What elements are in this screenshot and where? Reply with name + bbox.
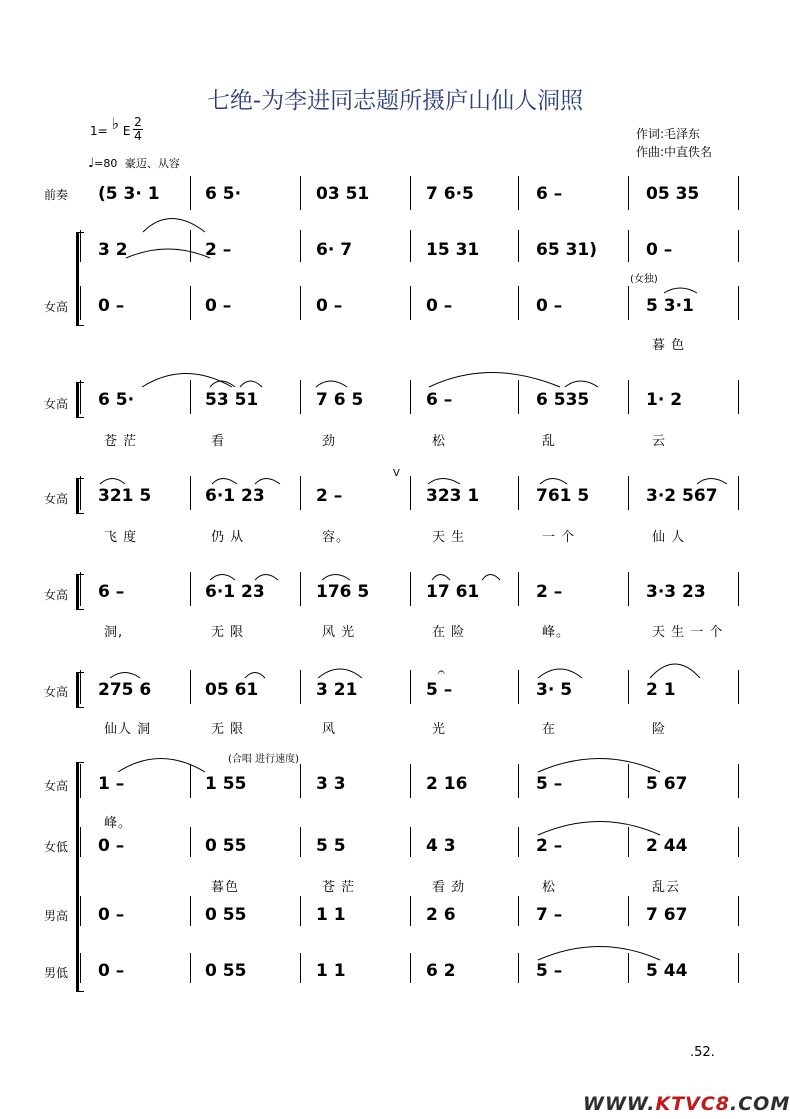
measure: 5 – [536,961,563,981]
tie [245,673,265,679]
tie [126,249,210,258]
label-sop-1: 女高 [43,300,68,314]
watermark-post: .COM [730,1093,790,1115]
bar-line [300,476,301,510]
lyric: 天 生 [432,530,466,545]
measure: 5 3·1 [646,296,694,316]
measure: 0 – [98,905,125,925]
lyric: 苍 茫 [322,880,356,895]
bar-line [628,953,629,983]
measure: 7 6·5 [426,184,474,204]
measure: 0 – [98,961,125,981]
time-top: 2 [134,115,142,129]
label-tenor: 男高 [43,909,68,923]
bar-line [738,230,739,262]
measure: 321 5 [98,486,152,506]
measure: 275 6 [98,680,152,700]
bar-line [410,476,411,510]
label-alto: 女低 [43,840,68,854]
bar-line [518,764,519,798]
measure: 3 2 [98,240,128,260]
key-signature [90,114,131,139]
tempo-expression: 豪迈、从容 [124,157,180,170]
solo-annotation: (女独) [630,274,658,285]
measure: 17 61 [426,582,480,602]
bar-line [80,572,81,606]
bar-line [190,827,191,857]
bar-line [300,764,301,798]
bar-line [300,380,301,414]
bar-line [300,670,301,704]
lyric: 在 险 [432,625,466,640]
bar-line [300,827,301,857]
measure: 0 – [426,296,453,316]
measure: (5 3· 1 [98,184,160,204]
tie [428,479,460,485]
measure: 03 51 [316,184,370,204]
tie [142,374,232,388]
bar-line [410,953,411,983]
bar-line [628,764,629,798]
measure: 1 1 [316,961,346,981]
bar-line [80,764,81,798]
measure: 4 3 [426,836,456,856]
tie [538,947,660,961]
bar-line [300,572,301,606]
measure: 0 – [98,296,125,316]
lyric: 暮 色 [652,338,686,353]
lyric: 劲 [322,434,337,449]
measure: 7 6 5 [316,390,364,410]
page-number: .52. [690,1045,715,1060]
measure: 6 2 [426,961,456,981]
tie [540,479,567,485]
bar-line [518,286,519,320]
fermata-icon: 𝄐 [438,665,445,679]
bar-line [628,380,629,414]
tie [316,381,347,387]
bar-line [410,896,411,926]
watermark-brand: KTVC8 [655,1093,731,1115]
bar-line [190,380,191,414]
measure: 6 535 [536,390,590,410]
bar-line [518,953,519,983]
measure: 5 44 [646,961,688,981]
lyric: 一 个 [542,530,576,545]
lyric: 风 [322,722,337,737]
time-bottom: 4 [134,129,142,143]
bar-line [410,764,411,798]
bar-line [190,670,191,704]
tie [143,219,205,233]
bar-line [80,827,81,857]
lyric: 仍 从 [211,530,245,545]
measure: 2 16 [426,774,468,794]
measure: 65 31) [536,240,598,260]
measure: 0 – [205,296,232,316]
measure: 761 5 [536,486,590,506]
bar-line [300,286,301,320]
lyric: 仙人 洞 [104,722,152,737]
bar-line [628,896,629,926]
measure: 2 1 [646,680,676,700]
measure: 6 – [426,390,453,410]
measure: 15 31 [426,240,480,260]
watermark-pre: WWW. [583,1093,656,1115]
time-signature [133,116,143,143]
bar-line [628,286,629,320]
measure: 5 – [426,680,453,700]
measure: 6·1 23 [205,486,265,506]
bar-line [190,176,191,210]
lyric: 容。 [322,530,351,545]
bar-line [518,896,519,926]
measure: 7 – [536,905,563,925]
lyric: 苍 茫 [104,434,138,449]
bar-line [410,380,411,414]
bar-line [190,230,191,262]
bar-line [300,176,301,210]
bar-line [738,764,739,798]
key-prefix: 1= [90,124,108,138]
bar-line [80,896,81,926]
measure: 3 3 [316,774,346,794]
measure: 2 – [536,836,563,856]
measure: 323 1 [426,486,480,506]
tie [432,575,450,581]
tie [697,479,727,485]
bar-line [628,176,629,210]
tie [255,479,280,485]
tie [538,759,660,773]
measure: 1· 2 [646,390,683,410]
lyric: 飞 度 [104,530,138,545]
measure: 6·1 23 [205,582,265,602]
bar-line [190,572,191,606]
bar-line [410,572,411,606]
lyric: 峰。 [104,816,133,831]
lyric: 天 生 一 个 [652,625,724,640]
measure: 3·2 567 [646,486,718,506]
measure: 6· 7 [316,240,353,260]
bar-line [628,476,629,510]
lyric: 松 [542,880,557,895]
tie [482,575,500,581]
bar-line [628,670,629,704]
bar-line [518,176,519,210]
bar-line [80,953,81,983]
lyric: 光 [432,722,447,737]
bar-line [628,572,629,606]
lyric: 洞, [104,625,124,640]
page-title: 七绝-为李进同志题所摄庐山仙人洞照 [206,88,584,114]
label-bass: 男低 [43,966,68,980]
bar-line [80,230,81,262]
measure: 53 51 [205,390,259,410]
bar-line [410,176,411,210]
bar-line [190,953,191,983]
lyric: 在 [542,722,557,737]
bar-line [518,572,519,606]
lyric: 暮色 [211,880,240,895]
tie [318,669,362,678]
tie [664,288,697,293]
bar-line [80,670,81,704]
measure: 5 67 [646,774,688,794]
bar-line [738,896,739,926]
bar-line [518,476,519,510]
tempo-mark [88,155,180,171]
tie [255,575,278,581]
measure: 6 5· [98,390,135,410]
lyric: 无 限 [211,722,245,737]
measure: 6 – [536,184,563,204]
measure: 0 – [536,296,563,316]
bar-line [190,896,191,926]
tie [322,575,350,581]
measure: 1 1 [316,905,346,925]
lyric: 峰。 [542,625,571,640]
bar-line [518,230,519,262]
bar-line [190,764,191,798]
bar-line [410,670,411,704]
bar-line [410,230,411,262]
bar-line [738,670,739,704]
bar-line [80,476,81,510]
bar-line [190,476,191,510]
bar-line [518,670,519,704]
measure: 6 5· [205,184,242,204]
watermark [583,1093,790,1115]
measure: 176 5 [316,582,370,602]
chorus-annotation: (合唱 进行速度) [228,754,299,765]
quarter-note-icon: ♩ [88,156,95,171]
bar-line [518,827,519,857]
lyric: 乱 [542,434,557,449]
measure: 2 6 [426,905,456,925]
bar-line [410,286,411,320]
bar-line [738,827,739,857]
label-sop-5: 女高 [43,685,68,699]
lyric: 乱云 [652,880,681,895]
measure: 0 55 [205,836,247,856]
bar-line [738,953,739,983]
tie [240,381,262,387]
lyric: 云 [652,434,667,449]
tie [429,373,560,388]
flat-symbol: ♭ [111,114,120,133]
label-sop-4: 女高 [43,588,68,602]
bar-line [628,827,629,857]
label-sop-2: 女高 [43,397,68,411]
bar-line [738,476,739,510]
measure: 2 – [316,486,343,506]
breath-mark: V [393,468,400,479]
bar-line [738,380,739,414]
measure: 5 – [536,774,563,794]
tie [210,575,235,581]
measure: 0 – [98,836,125,856]
bar-line [738,176,739,210]
tie [110,673,140,679]
bar-line [410,827,411,857]
bar-line [738,286,739,320]
tie [538,669,582,678]
label-sop-3: 女高 [43,492,68,506]
tie [538,822,660,836]
bar-line [190,286,191,320]
label-prelude: 前奏 [43,188,68,202]
tie [565,381,598,387]
tempo-value: =80 [94,157,118,170]
bar-line [80,380,81,414]
measure: 0 – [316,296,343,316]
tie [212,479,237,485]
measure: 0 – [646,240,673,260]
measure: 0 55 [205,961,247,981]
bar-line [300,953,301,983]
measure: 3 21 [316,680,358,700]
measure: 0 55 [205,905,247,925]
lyric: 看 劲 [432,880,466,895]
measure: 3·3 23 [646,582,706,602]
lyricist-credit: 作词:毛泽东 [636,127,701,141]
measure: 1 55 [205,774,247,794]
measure: 2 44 [646,836,688,856]
label-sop-6: 女高 [43,779,68,793]
measure: 05 61 [205,680,259,700]
measure: 2 – [536,582,563,602]
bar-line [80,286,81,320]
measure: 1 – [98,774,125,794]
lyric: 风 光 [322,625,356,640]
lyric: 仙 人 [652,530,686,545]
composer-credit: 作曲:中直佚名 [636,145,713,159]
lyric: 险 [652,722,667,737]
lyric: 无 限 [211,625,245,640]
bar-line [300,230,301,262]
measure: 2 – [205,240,232,260]
bar-line [628,230,629,262]
lyric: 松 [432,434,447,449]
measure: 5 5 [316,836,346,856]
tie [650,664,700,678]
tie [118,759,205,773]
lyric: 看 [211,434,226,449]
measure: 3· 5 [536,680,573,700]
tie [210,381,235,387]
measure: 7 67 [646,905,688,925]
measure: 6 – [98,582,125,602]
bar-line [518,380,519,414]
credits [636,125,712,161]
bar-line [738,572,739,606]
tie [100,479,125,485]
key-letter: E [122,124,131,138]
measure: 05 35 [646,184,700,204]
bar-line [300,896,301,926]
